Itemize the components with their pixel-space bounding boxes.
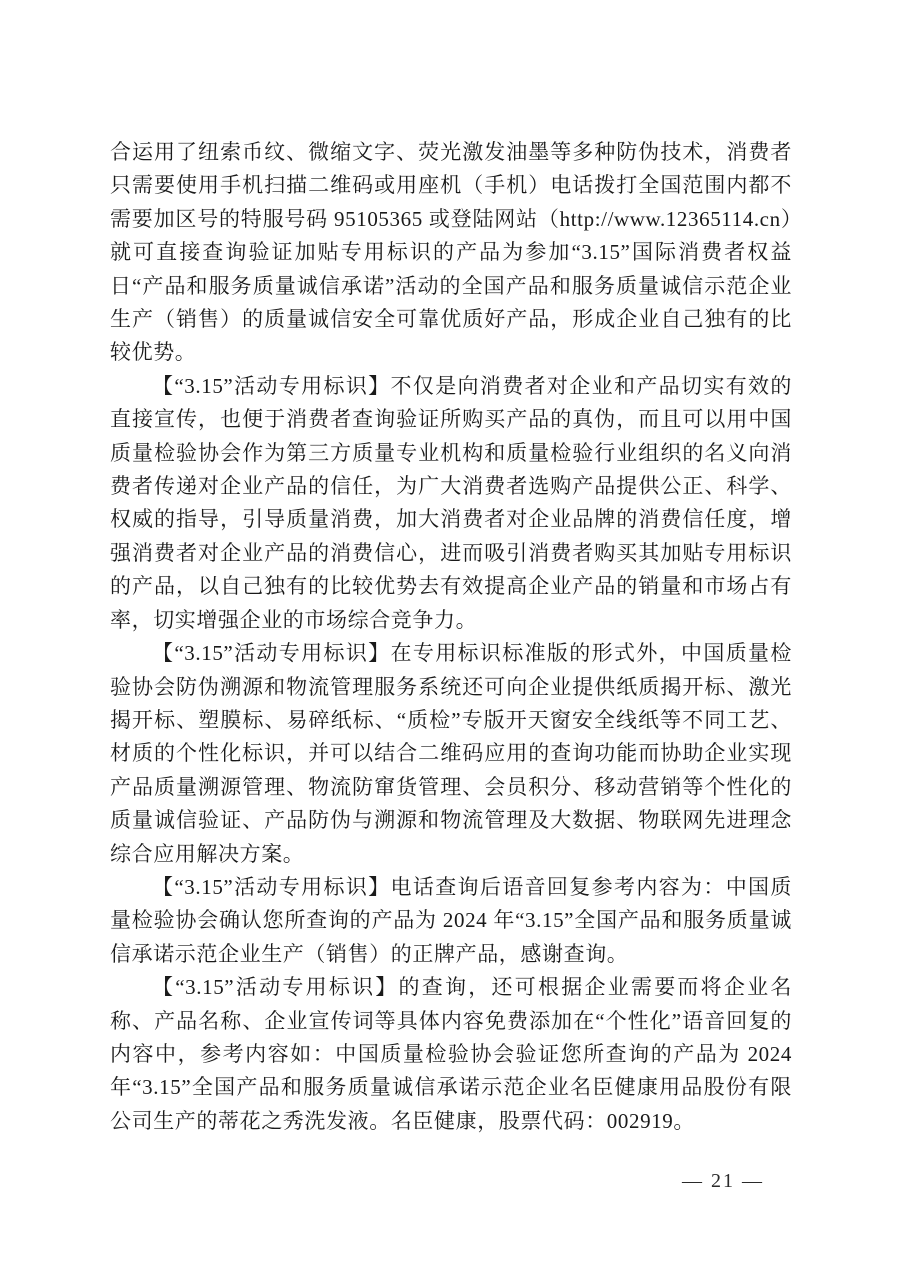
paragraph-special-label-custom-query: 【“3.15”活动专用标识】的查询，还可根据企业需要而将企业名称、产品名称、企业宣传词等具体内容免费添加在“个性化”语音回复的内容中，参考内容如：中国质量检验协会验证您所查询的产品为 2024 年“3.15”全国产品和服务质量诚信承诺示范企业名臣健康用品股份有限公司生产的蒂花之秀洗发液。名臣健康，股票代码：002919。	[110, 975, 792, 1133]
paragraph-special-label-voice-reply: 【“3.15”活动专用标识】电话查询后语音回复参考内容为：中国质量检验协会确认您所查询的产品为 2024 年“3.15”全国产品和服务质量诚信承诺示范企业生产（销售）的正牌产品，感谢查询。	[110, 874, 792, 966]
document-body-text	[110, 136, 792, 1138]
paragraph-continuation: 合运用了纽索币纹、微缩文字、荧光激发油墨等多种防伪技术，消费者只需要使用手机扫描二维码或用座机（手机）电话拨打全国范围内都不需要加区号的特服号码 95105365 或登陆网站（http://www.12365114.cn）就可直接查询验证加贴专用标识的产品为参加“3.15”国际消费者权益日“产品和服务质量诚信承诺”活动的全国产品和服务质量诚信示范企业生产（销售）的质量诚信安全可靠优质好产品，形成企业自己独有的比较优势。	[110, 140, 792, 365]
paragraph-special-label-intro: 【“3.15”活动专用标识】不仅是向消费者对企业和产品切实有效的直接宣传，也便于消费者查询验证所购买产品的真伪，而且可以用中国质量检验协会作为第三方质量专业机构和质量检验行业组织的名义向消费者传递对企业产品的信任，为广大消费者选购产品提供公正、科学、权威的指导，引导质量消费，加大消费者对企业品牌的消费信任度，增强消费者对企业产品的消费信心，进而吸引消费者购买其加贴专用标识的产品，以自己独有的比较优势去有效提高企业产品的销量和市场占有率，切实增强企业的市场综合竞争力。	[110, 373, 792, 632]
page-number: — 21 —	[682, 1170, 764, 1192]
paragraph-special-label-formats: 【“3.15”活动专用标识】在专用标识标准版的形式外，中国质量检验协会防伪溯源和物流管理服务系统还可向企业提供纸质揭开标、激光揭开标、塑膜标、易碎纸标、“质检”专版开天窗安全线纸等不同工艺、材质的个性化标识，并可以结合二维码应用的查询功能而协助企业实现产品质量溯源管理、物流防窜货管理、会员积分、移动营销等个性化的质量诚信验证、产品防伪与溯源和物流管理及大数据、物联网先进理念综合应用解决方案。	[110, 641, 792, 866]
